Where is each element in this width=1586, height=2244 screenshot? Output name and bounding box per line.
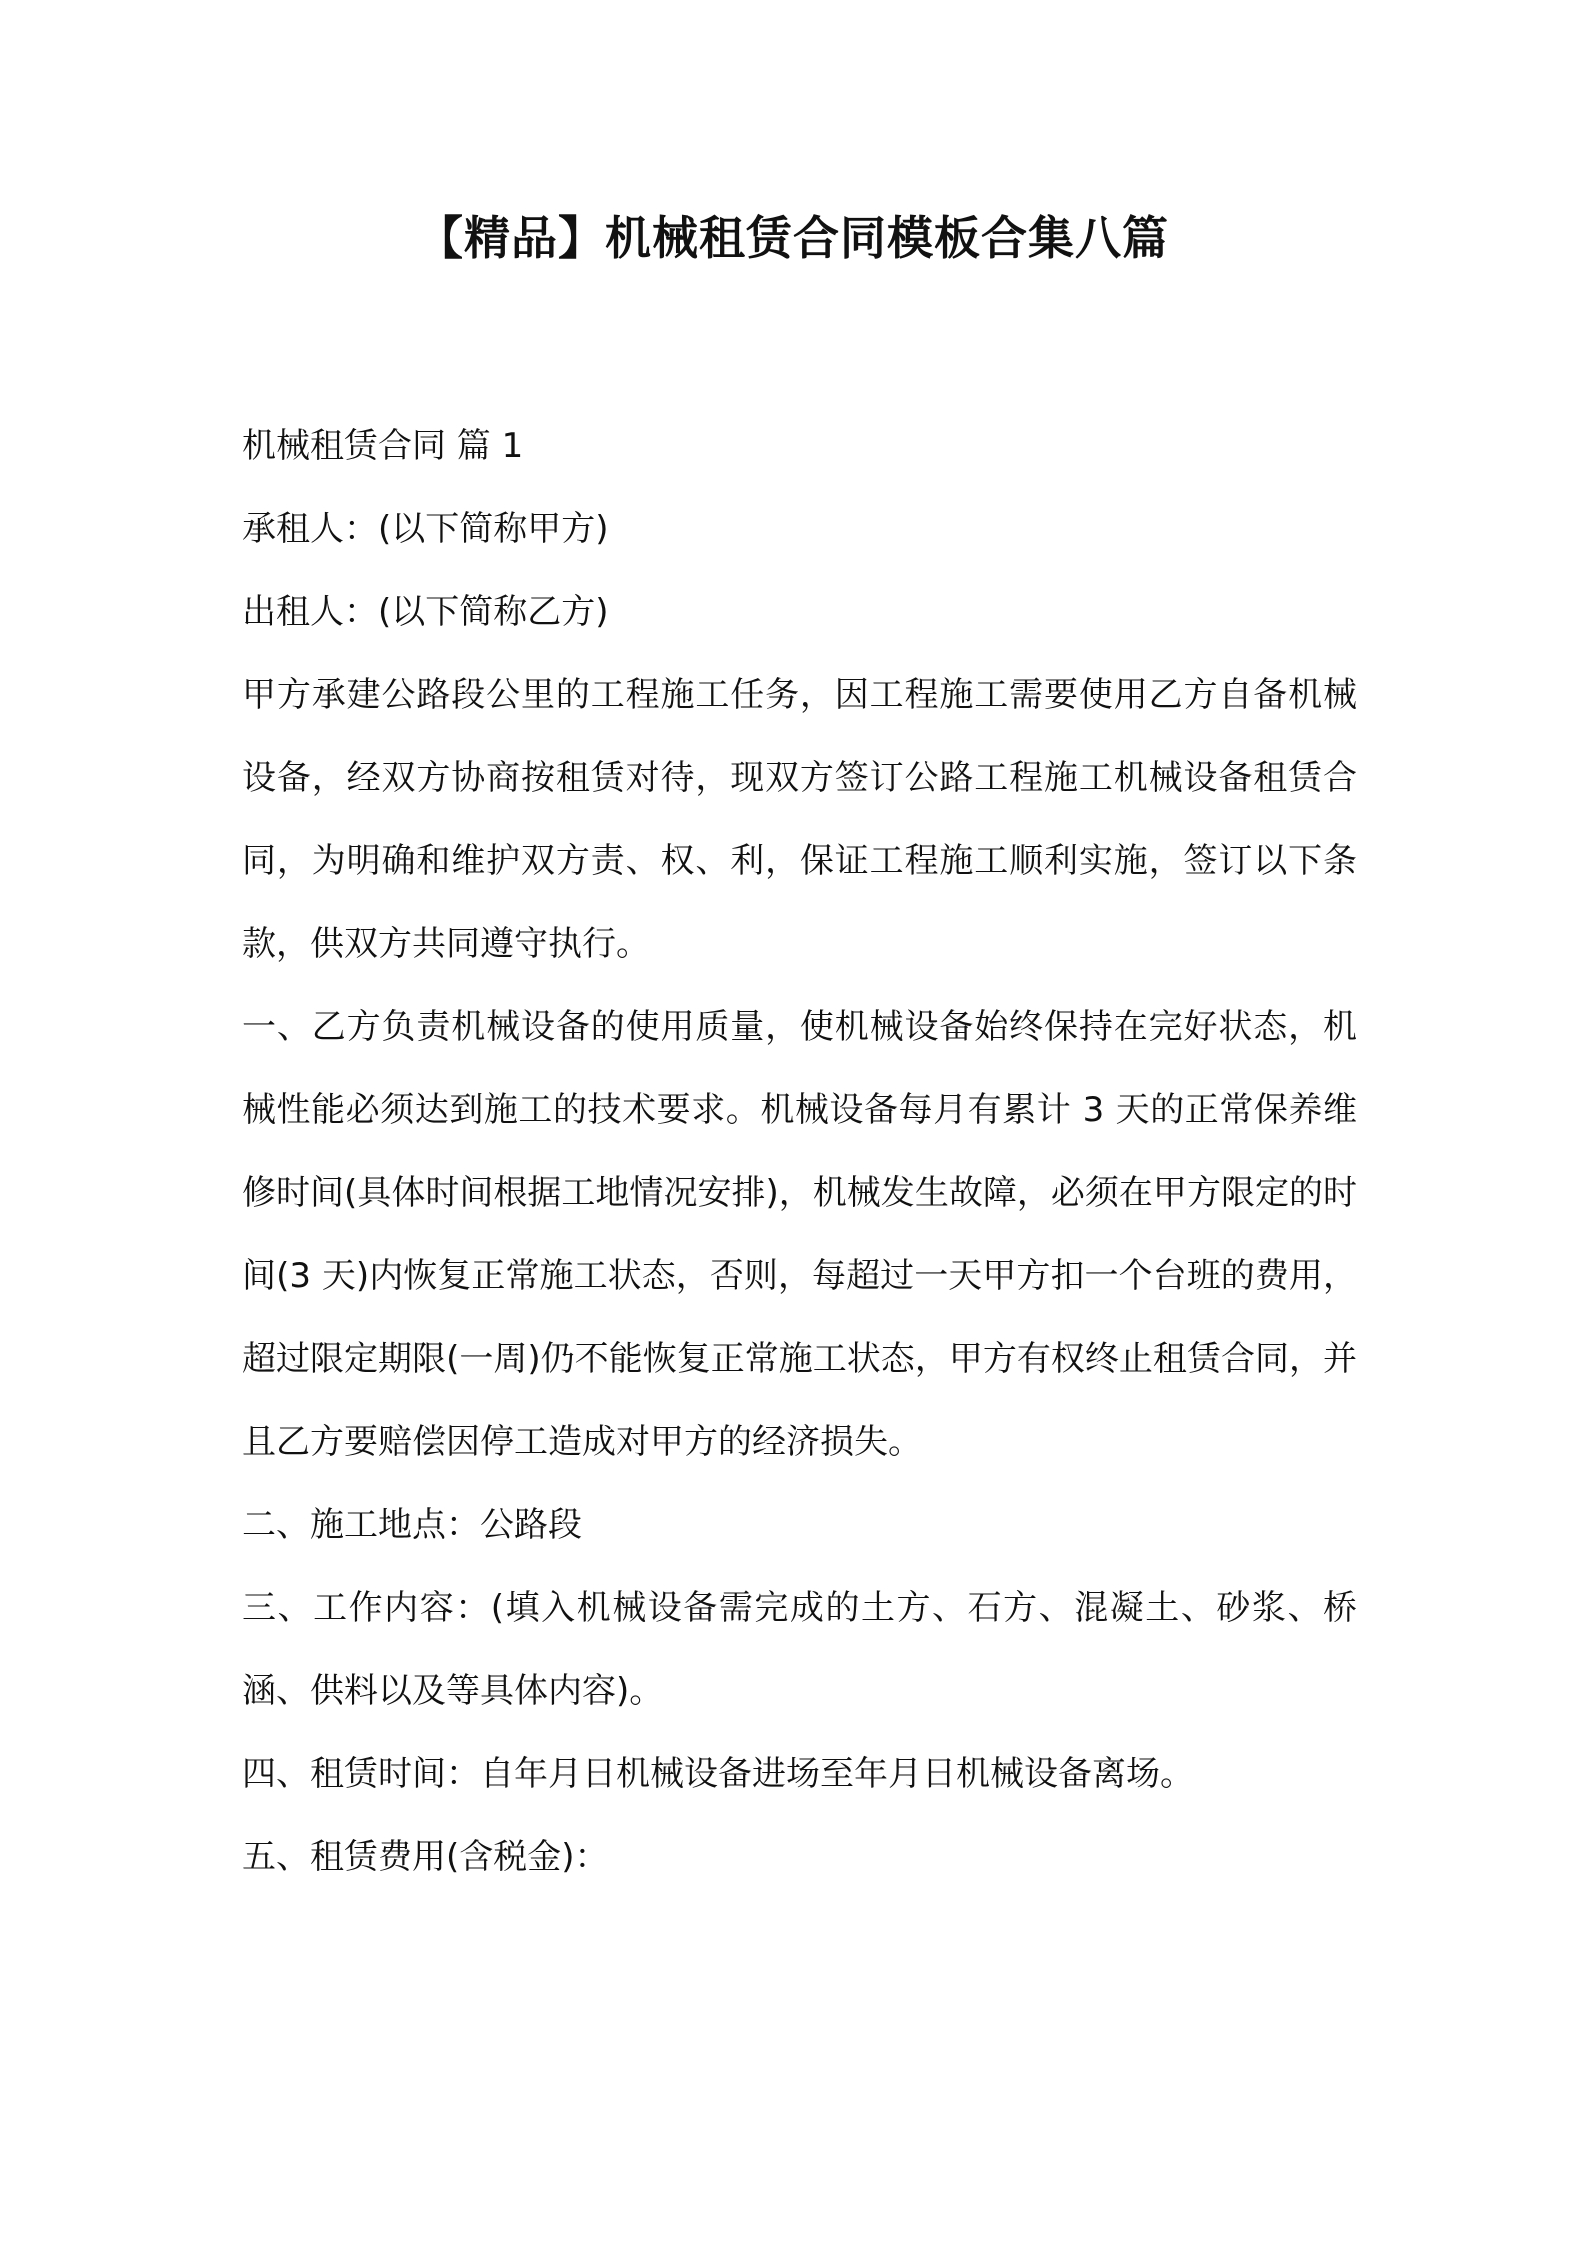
clause-5: 五、租赁费用(含税金)： — [242, 1837, 609, 1877]
section-heading: 机械租赁合同 篇 1 — [242, 426, 524, 466]
lessee-line: 承租人：(以下简称甲方) — [242, 509, 609, 549]
document-title: 【精品】机械租赁合同模板合集八篇 — [417, 211, 1169, 265]
document-body — [242, 405, 1357, 1899]
clause-4: 四、租赁时间：自年月日机械设备进场至年月日机械设备离场。 — [242, 1754, 1194, 1794]
clause-3: 三、工作内容：(填入机械设备需完成的土方、石方、混凝土、砂浆、桥涵、供料以及等具体内容)。 — [242, 1588, 1357, 1711]
clause-1: 一、乙方负责机械设备的使用质量，使机械设备始终保持在完好状态，机械性能必须达到施工的技术要求。机械设备每月有累计 3 天的正常保养维修时间(具体时间根据工地情况安排)，机械发生故障，必须在甲方限定的时间(3 天)内恢复正常施工状态，否则，每超过一天甲方扣一个台班的费用，超过限定期限(一周)仍不能恢复正常施工状态，甲方有权终止租赁合同，并且乙方要赔偿因停工造成对甲方的经济损失。 — [242, 1007, 1357, 1462]
preamble-paragraph: 甲方承建公路段公里的工程施工任务，因工程施工需要使用乙方自备机械设备，经双方协商按租赁对待，现双方签订公路工程施工机械设备租赁合同，为明确和维护双方责、权、利，保证工程施工顺利实施，签订以下条款，供双方共同遵守执行。 — [242, 675, 1357, 964]
clause-2: 二、施工地点：公路段 — [242, 1505, 582, 1545]
lessor-line: 出租人：(以下简称乙方) — [242, 592, 609, 632]
